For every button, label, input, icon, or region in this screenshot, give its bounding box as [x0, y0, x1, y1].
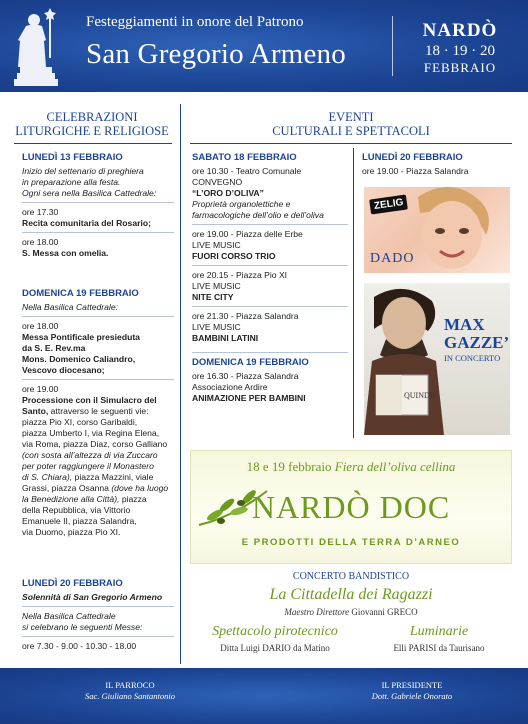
event-type: Associazione Ardire [192, 382, 268, 392]
day-heading: LUNEDÌ 20 FEBBRAIO [362, 152, 463, 163]
text-line: attraverso le seguenti vie: [48, 406, 149, 416]
route-line: via Roma, piazza Diaz, corso Galliano [22, 439, 168, 449]
left-heading-line2: LITURGICHE E RELIGIOSE [15, 124, 169, 138]
event-title: ANIMAZIONE PER BAMBINI [192, 393, 306, 403]
text-line: (dove ha luogo [108, 483, 169, 493]
event-title: Recita comunitaria del Rosario; [22, 218, 151, 228]
presidente-name: Dott. Gabriele Onorato [371, 691, 453, 701]
route-line: piazza Umberto I, via Regina Elena, [22, 428, 160, 438]
spacer [192, 344, 348, 349]
event-title: Vescovo diocesano; [22, 365, 105, 375]
maestro-label: Maestro Direttore [284, 607, 350, 617]
dado-label: DADO [370, 251, 415, 266]
event-time: ore 18.00 [22, 237, 59, 247]
event-type: LIVE MUSIC [192, 240, 241, 250]
right-block [362, 152, 514, 177]
mid-heading-line2: CULTURALI E SPETTACOLI [272, 124, 430, 138]
mid-block-1 [192, 152, 348, 404]
separator [192, 265, 348, 266]
mid-heading-rule [190, 143, 512, 144]
presidente-role: IL PRESIDENTE [381, 680, 443, 690]
header-title: San Gregorio Armeno [86, 38, 346, 70]
fiera-subtitle: E PRODOTTI DELLA TERRA D’ARNEO [241, 537, 461, 548]
route-line: (con sosta all’altezza di via Zuccaro [22, 450, 158, 460]
left-block-2 [22, 288, 174, 538]
header-divider [392, 16, 393, 76]
separator [22, 316, 174, 317]
parroco-name: Sac. Giuliano Santantonio [85, 691, 175, 701]
fireworks-company: Ditta Luigi DARIO da Matino [220, 643, 330, 653]
separator [22, 606, 174, 607]
left-heading-rule [14, 143, 172, 144]
event-time: ore 19.00 - Piazza Salandra [362, 166, 469, 176]
text-line: farmacologiche dell’olio e dell’oliva [192, 210, 324, 220]
separator [192, 306, 348, 307]
event-type: CONVEGNO [192, 177, 243, 187]
separator [192, 224, 348, 225]
fiera-title [191, 459, 511, 475]
concerto-label: CONCERTO BANDISTICO [292, 571, 410, 582]
day-heading: DOMENICA 19 FEBBRAIO [192, 357, 309, 368]
text-line: Inizio del settenario di preghiera [22, 166, 144, 176]
day-heading: SABATO 18 FEBBRAIO [192, 152, 297, 163]
event-title: da S. E. Rev.ma [22, 343, 86, 353]
header-dates: 18 · 19 · 20 [425, 43, 495, 59]
event-title: Processione con il Simulacro del [22, 395, 157, 405]
book-label: QUINDI? [404, 391, 436, 400]
separator [22, 379, 174, 380]
event-time: ore 7.30 - 9.00 - 10.30 - 18.00 [22, 641, 137, 651]
column-divider-right [353, 148, 354, 438]
left-heading [14, 110, 170, 138]
lights-company: Elli PARISI da Taurisano [393, 643, 485, 653]
fiera-dates: 18 e 19 febbraio [246, 459, 332, 474]
text-line: si celebrano le seguenti Messe: [22, 622, 143, 632]
separator [192, 352, 348, 353]
fiera-box [190, 450, 512, 564]
route-line: della Repubblica, via Vittorio [22, 505, 131, 515]
saint-statue-icon [14, 6, 58, 88]
route-line: per poter raggiungere il Monastero [22, 461, 154, 471]
event-title: Mons. Domenico Caliandro, [22, 354, 136, 364]
fiera-name: Fiera dell’oliva cellina [334, 459, 456, 474]
gazze-label: GAZZE’ [444, 333, 510, 352]
text-line: Grassi, piazza Osanna [22, 483, 109, 493]
concert-label: IN CONCERTO [444, 353, 501, 363]
event-time: ore 19.00 - Piazza delle Erbe [192, 229, 303, 239]
mid-heading-line1: EVENTI [328, 110, 374, 124]
route-line [22, 483, 174, 494]
event-type: LIVE MUSIC [192, 322, 241, 332]
route-line: piazza Pio XI, corso Garibaldi, [22, 417, 138, 427]
nardo-doc-logo: NARDÒ DOC [251, 489, 451, 525]
route-line [22, 494, 174, 505]
left-heading-line1: CELEBRAZIONI [46, 110, 138, 124]
fireworks-title: Spettacolo pirotecnico [212, 624, 338, 639]
event-type: LIVE MUSIC [192, 281, 241, 291]
event-title: S. Messa con omelia. [22, 248, 109, 258]
event-title: NITE CITY [192, 292, 234, 302]
band-name: La Cittadella dei Ragazzi [269, 586, 433, 603]
header-month: FEBBRAIO [423, 60, 497, 75]
maestro-line [190, 607, 512, 617]
text-line: Nella Basilica Cattedrale [22, 611, 116, 621]
event-title: Messa Pontificale presieduta [22, 332, 140, 342]
header-city: NARDÒ [422, 20, 498, 41]
text-line: Proprietà organolettiche e [192, 199, 291, 209]
text-line: Solennità di San Gregorio Armeno [22, 592, 163, 602]
header-banner [0, 0, 528, 92]
event-time: ore 19.00 [22, 384, 59, 394]
event-time: ore 21.30 - Piazza Salandra [192, 311, 299, 321]
left-block-1 [22, 152, 174, 259]
text-line: la Benedizione alla Città), [22, 494, 120, 504]
event-time: ore 10.30 - Teatro Comunale [192, 166, 302, 176]
route-line: via Duomo, piazza Pio XI. [22, 527, 121, 537]
max-label: MAX [444, 315, 485, 334]
route-line: Emanuele II, piazza Salandra, [22, 516, 137, 526]
lights-title: Luminarie [409, 624, 469, 639]
text-line: piazza Mazzini, viale [72, 472, 154, 482]
event-title: Santo, [22, 406, 49, 416]
text-line: piazza [119, 494, 147, 504]
event-title: “L’ORO D’OLIVA” [192, 188, 264, 198]
separator [22, 636, 174, 637]
event-title: BAMBINI LATINI [192, 333, 259, 343]
zelig-badge: ZELIG [369, 194, 408, 214]
dado-photo [364, 187, 510, 273]
separator [22, 202, 174, 203]
max-gazze-photo [364, 283, 510, 435]
event-title: FUORI CORSO TRIO [192, 251, 276, 261]
event-time: ore 18.00 [22, 321, 59, 331]
column-divider-left [180, 104, 181, 664]
day-heading: LUNEDÌ 13 FEBBRAIO [22, 152, 123, 163]
text-line: in preparazione alla festa. [22, 177, 121, 187]
event-time: ore 20.15 - Piazza Pio XI [192, 270, 288, 280]
text-line: Ogni sera nella Basilica Cattedrale: [22, 188, 157, 198]
maestro-name: Giovanni GRECO [351, 607, 418, 617]
parroco-role: IL PARROCO [105, 680, 155, 690]
header-subtitle: Festeggiamenti in onore del Patrono [86, 14, 304, 30]
text-line: di S. Chiara), [22, 472, 73, 482]
day-heading: LUNEDÌ 20 FEBBRAIO [22, 578, 123, 589]
left-block-3 [22, 578, 174, 652]
separator [22, 232, 174, 233]
event-time: ore 16.30 - Piazza Salandra [192, 371, 299, 381]
day-heading: DOMENICA 19 FEBBRAIO [22, 288, 139, 299]
text-line: Nella Basilica Cattedrale: [22, 302, 119, 312]
mid-heading [190, 110, 512, 138]
route-line [22, 406, 174, 417]
event-time: ore 17.30 [22, 207, 59, 217]
footer-banner [0, 668, 528, 724]
route-line [22, 472, 174, 483]
